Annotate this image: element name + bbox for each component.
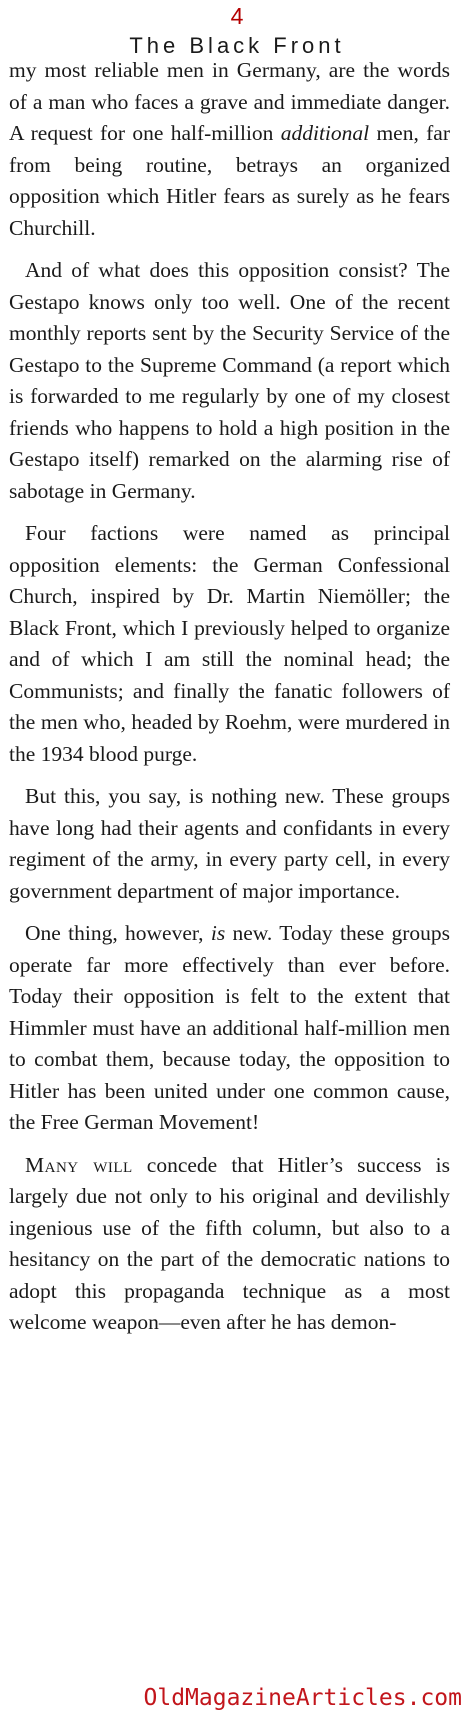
paragraph-1-text-end: men, far from being routine, betrays an organized opposition which Hitler fears as surely as he fears Churchill.: [9, 121, 450, 240]
paragraph-3: Four factions were named as principal opposition elements: the German Confessional Church, inspired by Dr. Martin Niemöller; the Black Front, which I previously helped to organize and of which I am still the nominal head; the Communists; and finally the fanatic followers of the men who, headed by Roehm, were murdered in the 1934 blood purge.: [9, 521, 450, 766]
paragraph-1-text: my most reliable men in Germany, are the words of a man who faces a grave and immediate danger. A request for one half-million: [9, 58, 450, 145]
page-number: 4: [230, 3, 244, 29]
source-watermark-link[interactable]: OldMagazineArticles.com: [143, 1685, 462, 1711]
paragraph-6-lead-in: Many will: [25, 1152, 133, 1177]
paragraph-5: [9, 918, 450, 1139]
paragraph-1: [9, 55, 450, 244]
paragraph-5-emphasis: is: [210, 921, 226, 945]
paragraph-6-text: concede that Hitler’s success is largely due not only to his original and devilishly ingenious use of the fifth column, but also to a hesitancy on the part of the democratic nations to adopt this propaganda technique as a most welcome weapon—even after he has demon-: [9, 1152, 450, 1334]
paragraph-4: But this, you say, is nothing new. These groups have long had their agents and confidants in every regiment of the army, in every party cell, in every government department of major importance.: [9, 784, 450, 903]
article-body: [9, 55, 450, 1339]
paragraph-6: [9, 1150, 450, 1339]
running-title: The Black Front: [129, 33, 345, 58]
paragraph-5-text-end: new. Today these groups operate far more effectively than ever before. Today their opposition is felt to the extent that Himmler must have an additional half-million men to combat them, because today, the opposition to Hitler has been united under one common cause, the Free German Movement!: [9, 921, 450, 1134]
paragraph-2: And of what does this opposition consist? The Gestapo knows only too well. One of the recent monthly reports sent by the Security Service of the Gestapo to the Supreme Command (a report which is forwarded to me regularly by one of my closest friends who happens to hold a high position in the Gestapo itself) remarked on the alarming rise of sabotage in Germany.: [9, 258, 450, 503]
paragraph-5-text: One thing, however,: [25, 921, 211, 945]
paragraph-1-emphasis: additional: [280, 121, 370, 145]
